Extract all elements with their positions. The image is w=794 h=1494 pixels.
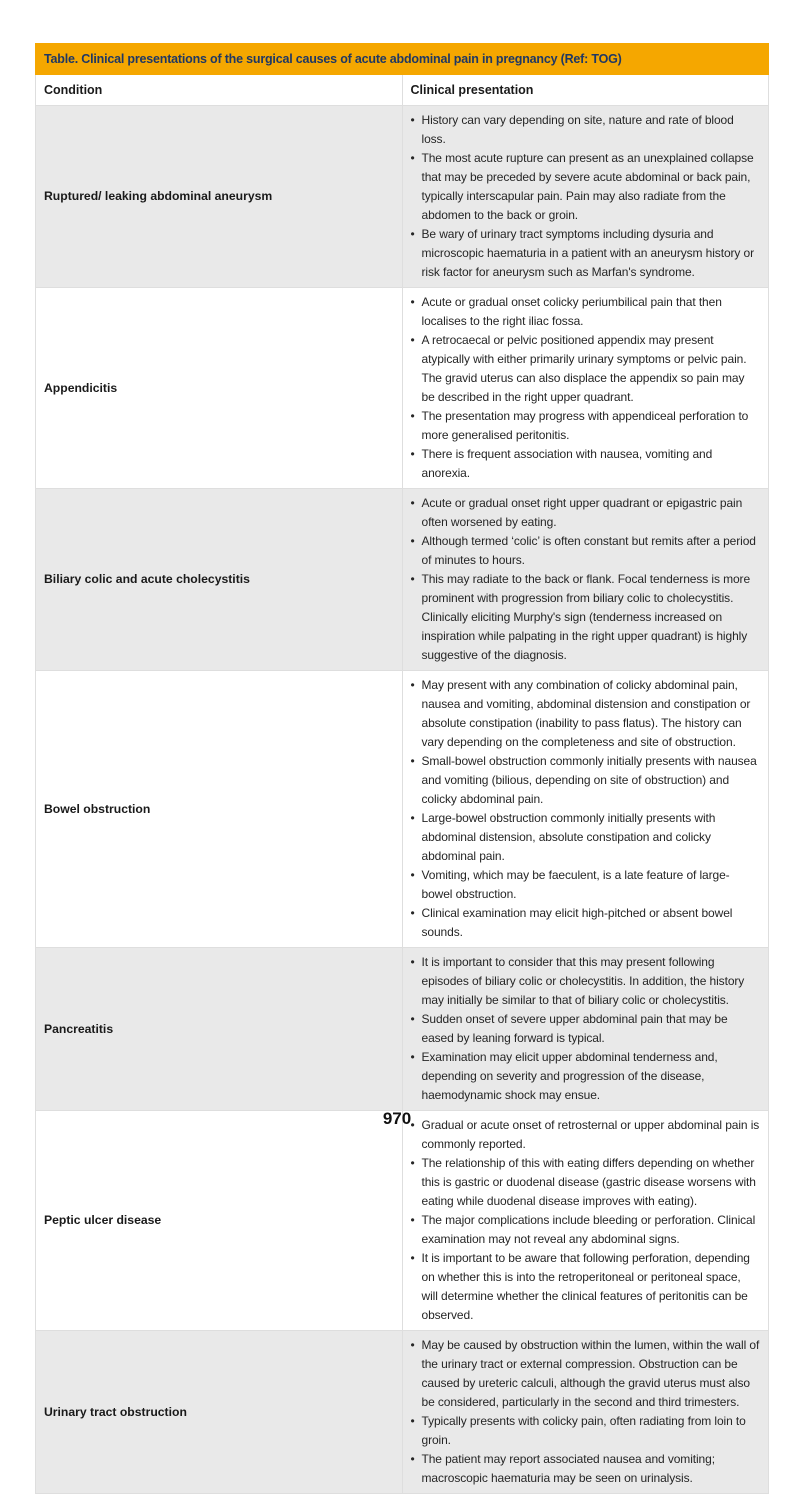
bullet-item: • Small-bowel obstruction commonly initially presents with nausea and vomiting (bilious, depending on site of obstruction) and colicky abdominal pain. bbox=[410, 752, 761, 809]
bullet-item: • Gradual or acute onset of retrosternal or upper abdominal pain is commonly reported. bbox=[410, 1116, 761, 1154]
bullet-item: • Vomiting, which may be faeculent, is a late feature of large-bowel obstruction. bbox=[410, 866, 761, 904]
presentation-cell bbox=[402, 106, 769, 288]
table-body bbox=[36, 106, 769, 1494]
bullet-item: • Examination may elicit upper abdominal tenderness and, depending on severity and progression of the disease, haemodynamic shock may ensue. bbox=[410, 1048, 761, 1105]
bullet-item: • It is important to consider that this may present following episodes of biliary colic or cholecystitis. In addition, the history may initially be similar to that of biliary colic or cholecystitis. bbox=[410, 953, 761, 1010]
condition-cell: Bowel obstruction bbox=[36, 671, 403, 948]
page-number: 970 bbox=[382, 1109, 412, 1128]
bullet-item: • May present with any combination of colicky abdominal pain, nausea and vomiting, abdominal distension and constipation or absolute constipation (inability to pass flatus). The history can vary depending on the completeness and site of obstruction. bbox=[410, 676, 761, 752]
bullet-item: • Clinical examination may elicit high-pitched or absent bowel sounds. bbox=[410, 904, 761, 942]
bullet-item: • The most acute rupture can present as an unexplained collapse that may be preceded by severe acute abdominal or back pain, typically interscapular pain. Pain may also radiate from the abdomen to the back or groin. bbox=[410, 149, 761, 225]
condition-cell: Ruptured/ leaking abdominal aneurysm bbox=[36, 106, 403, 288]
column-header-row bbox=[36, 75, 769, 106]
presentation-cell bbox=[402, 948, 769, 1111]
bullet-item: • History can vary depending on site, nature and rate of blood loss. bbox=[410, 111, 761, 149]
bullet-item: • The presentation may progress with appendiceal perforation to more generalised peritonitis. bbox=[410, 407, 761, 445]
table-title-row bbox=[36, 44, 769, 75]
column-header-condition: Condition bbox=[36, 75, 403, 106]
table-row bbox=[36, 671, 769, 948]
bullet-item: • May be caused by obstruction within the lumen, within the wall of the urinary tract or external compression. Obstruction can be caused by ureteric calculi, although the gravid uterus must also be considered, particularly in the second and third trimesters. bbox=[410, 1336, 761, 1412]
bullet-list bbox=[410, 111, 761, 282]
bullet-item: • Although termed ‘colic’ is often constant but remits after a period of minutes to hours. bbox=[410, 532, 761, 570]
presentation-cell bbox=[402, 288, 769, 489]
bullet-item: • The relationship of this with eating differs depending on whether this is gastric or duodenal disease (gastric disease worsens with eating while duodenal disease improves with eating). bbox=[410, 1154, 761, 1211]
condition-cell: Appendicitis bbox=[36, 288, 403, 489]
table-title: Table. Clinical presentations of the surgical causes of acute abdominal pain in pregnancy (Ref: TOG) bbox=[36, 44, 769, 75]
clinical-presentations-table bbox=[35, 43, 769, 1494]
bullet-item: • Typically presents with colicky pain, often radiating from loin to groin. bbox=[410, 1412, 761, 1450]
presentation-cell bbox=[402, 671, 769, 948]
table-row bbox=[36, 288, 769, 489]
bullet-item: • There is frequent association with nausea, vomiting and anorexia. bbox=[410, 445, 761, 483]
bullet-item: • Sudden onset of severe upper abdominal pain that may be eased by leaning forward is typical. bbox=[410, 1010, 761, 1048]
bullet-list bbox=[410, 1336, 761, 1488]
document-page bbox=[0, 43, 794, 1494]
bullet-list bbox=[410, 1116, 761, 1325]
condition-cell: Pancreatitis bbox=[36, 948, 403, 1111]
bullet-list bbox=[410, 953, 761, 1105]
bullet-item: • A retrocaecal or pelvic positioned appendix may present atypically with either primarily urinary symptoms or pelvic pain. The gravid uterus can also displace the appendix so pain may be described in the right upper quadrant. bbox=[410, 331, 761, 407]
table-row bbox=[36, 106, 769, 288]
presentation-cell bbox=[402, 1111, 769, 1331]
presentation-cell bbox=[402, 1331, 769, 1494]
condition-cell: Urinary tract obstruction bbox=[36, 1331, 403, 1494]
table-row bbox=[36, 1331, 769, 1494]
bullet-item: • Acute or gradual onset colicky periumbilical pain that then localises to the right iliac fossa. bbox=[410, 293, 761, 331]
bullet-list bbox=[410, 494, 761, 665]
condition-cell: Peptic ulcer disease bbox=[36, 1111, 403, 1331]
table-row bbox=[36, 948, 769, 1111]
condition-cell: Biliary colic and acute cholecystitis bbox=[36, 489, 403, 671]
table-row bbox=[36, 489, 769, 671]
column-header-clinical-presentation: Clinical presentation bbox=[402, 75, 769, 106]
bullet-list bbox=[410, 676, 761, 942]
bullet-item: • Be wary of urinary tract symptoms including dysuria and microscopic haematuria in a patient with an aneurysm history or risk factor for aneurysm such as Marfan's syndrome. bbox=[410, 225, 761, 282]
bullet-item: • The major complications include bleeding or perforation. Clinical examination may not reveal any abdominal signs. bbox=[410, 1211, 761, 1249]
bullet-item: • The patient may report associated nausea and vomiting; macroscopic haematuria may be seen on urinalysis. bbox=[410, 1450, 761, 1488]
bullet-item: • Acute or gradual onset right upper quadrant or epigastric pain often worsened by eating. bbox=[410, 494, 761, 532]
bullet-list bbox=[410, 293, 761, 483]
bullet-item: • This may radiate to the back or flank. Focal tenderness is more prominent with progression from biliary colic to cholecystitis. Clinically eliciting Murphy's sign (tenderness increased on inspiration while palpating in the right upper quadrant) is highly suggestive of the diagnosis. bbox=[410, 570, 761, 665]
table-row bbox=[36, 1111, 769, 1331]
presentation-cell bbox=[402, 489, 769, 671]
bullet-item: • Large-bowel obstruction commonly initially presents with abdominal distension, absolute constipation and colicky abdominal pain. bbox=[410, 809, 761, 866]
bullet-item: • It is important to be aware that following perforation, depending on whether this is into the retroperitoneal or peritoneal space, will determine whether the clinical features of peritonitis can be observed. bbox=[410, 1249, 761, 1325]
